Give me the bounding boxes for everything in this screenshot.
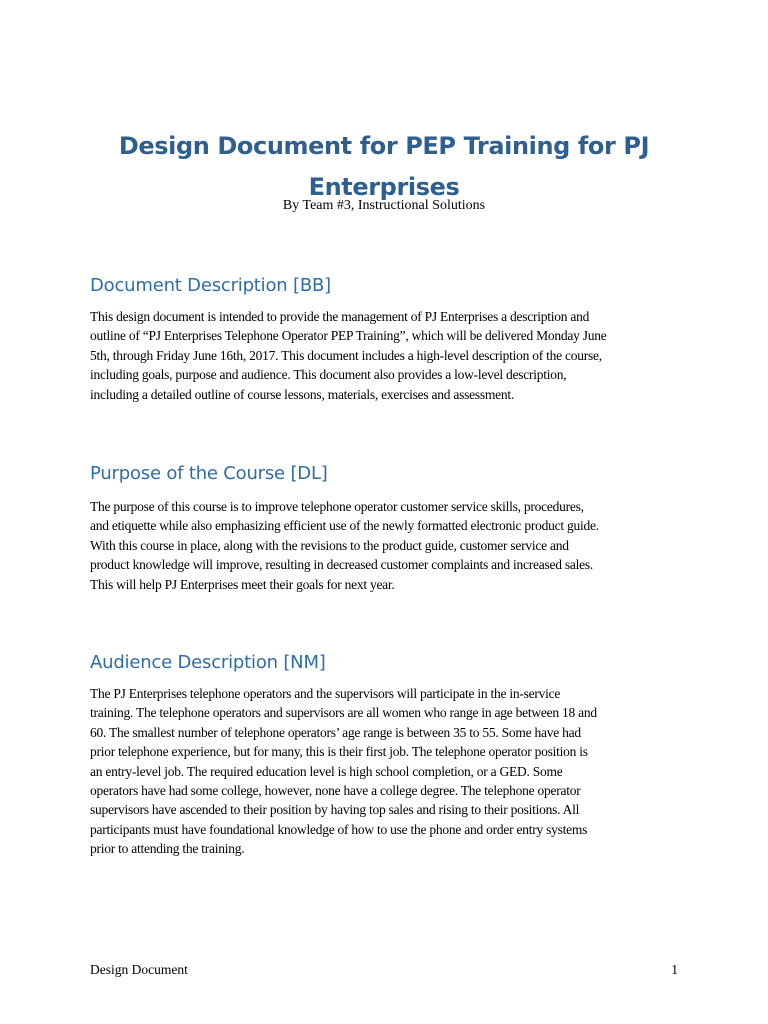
section-body-audience-description: [90, 684, 678, 859]
paragraph-line: outline of “PJ Enterprises Telephone Operator PEP Training”, which will be delivered Monday June: [90, 328, 607, 344]
paragraph-line: 5th, through Friday June 16th, 2017. This document includes a high-level description of the course,: [90, 347, 602, 363]
footer-page-number: 1: [671, 962, 678, 977]
paragraph-line: This design document is intended to provide the management of PJ Enterprises a description and: [90, 309, 590, 324]
paragraph-line: prior telephone experience, but for many, this is their first job. The telephone operator position is: [90, 744, 588, 760]
section-heading-document-description: Document Description [BB]: [90, 275, 331, 296]
section-body-purpose-of-course: [90, 497, 678, 594]
paragraph-line: supervisors have ascended to their position by having top sales and rising to their positions. All: [90, 802, 580, 818]
paragraph-line: participants must have foundational knowledge of how to use the phone and order entry systems: [90, 821, 588, 837]
paragraph-line: training. The telephone operators and supervisors are all women who range in age between 18 and: [90, 705, 597, 721]
paragraph-line: including a detailed outline of course lessons, materials, exercises and assessment.: [90, 386, 514, 402]
paragraph-line: operators have had some college, however, none have a college degree. The telephone operator: [90, 783, 581, 799]
section-heading-audience-description: Audience Description [NM]: [90, 652, 326, 673]
document-title-line-2: Enterprises: [308, 173, 460, 201]
paragraph-line: This will help PJ Enterprises meet their goals for next year.: [90, 576, 395, 592]
section-heading-purpose-of-course: Purpose of the Course [DL]: [90, 463, 328, 484]
paragraph-line: product knowledge will improve, resulting in decreased customer complaints and increased sales.: [90, 557, 593, 573]
paragraph-line: and etiquette while also emphasizing efficient use of the newly formatted electronic product guide.: [90, 518, 599, 534]
paragraph-line: 60. The smallest number of telephone operators’ age range is between 35 to 55. Some have had: [90, 724, 581, 740]
section-body-document-description: [90, 307, 678, 404]
paragraph-line: prior to attending the training.: [90, 841, 245, 857]
document-title-line-1: Design Document for PEP Training for PJ: [118, 132, 650, 160]
paragraph-line: The PJ Enterprises telephone operators and the supervisors will participate in the in-service: [90, 686, 561, 701]
footer-label: Design Document: [90, 962, 188, 977]
paragraph-line: With this course in place, along with the revisions to the product guide, customer service and: [90, 537, 569, 553]
paragraph-line: including goals, purpose and audience. This document also provides a low-level description,: [90, 367, 567, 383]
paragraph-line: an entry-level job. The required education level is high school completion, or a GED. Some: [90, 763, 563, 779]
paragraph-line: The purpose of this course is to improve telephone operator customer service skills, procedures,: [90, 499, 584, 514]
document-byline: By Team #3, Instructional Solutions: [282, 198, 486, 213]
